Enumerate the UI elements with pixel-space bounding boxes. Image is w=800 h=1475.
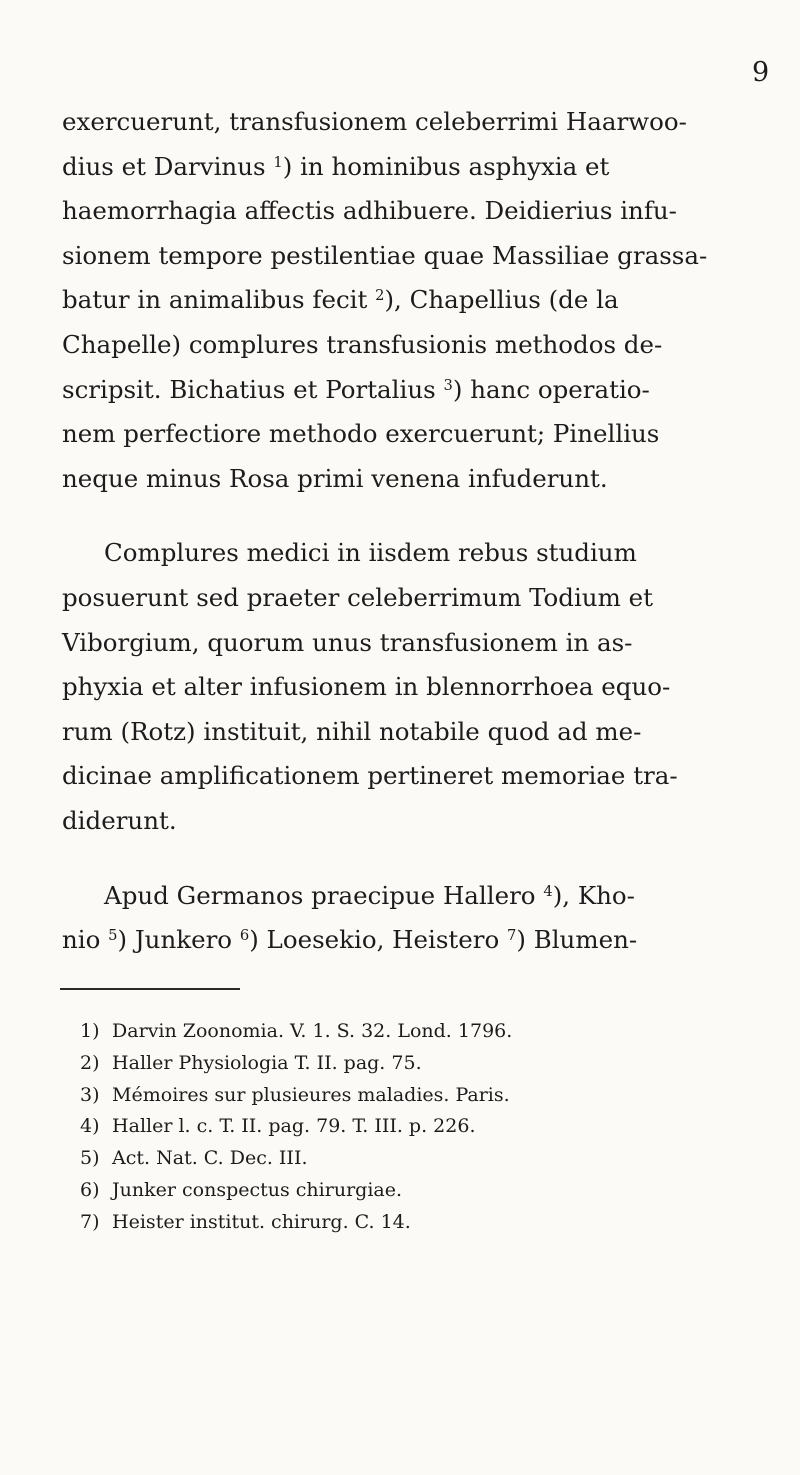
footnote-ref: 4 (543, 882, 553, 900)
text-line: nem perfectiore methodo exercuerunt; Pinellius (62, 419, 660, 449)
footnote-ref: 1 (273, 153, 283, 171)
footnote-ref: 3 (443, 376, 453, 394)
footnote-separator (60, 988, 240, 990)
footnote: 1) Darvin Zoonomia. V. 1. S. 32. Lond. 1796. (80, 1020, 513, 1042)
footnote: 7) Heister institut. chirurg. C. 14. (80, 1210, 411, 1233)
text-line: nio $^5$) Junkero $^6$) Loesekio, Heistero $^7$) Blumen- (62, 925, 638, 955)
text-line: Complures medici in iisdem rebus studium (104, 538, 637, 568)
text-line: Chapelle) complures transfusionis methodos de- (62, 329, 663, 359)
text-line: posuerunt sed praeter celeberrimum Todium et (62, 582, 653, 612)
text-line: dicinae amplificationem pertineret memoriae tra- (62, 761, 678, 791)
footnote-ref: 7 (507, 927, 517, 945)
footnote-ref: 6 (239, 927, 250, 945)
text-line: rum (Rotz) instituit, nihil notabile quod ad me- (62, 716, 642, 746)
footnote: 3) Mémoires sur plusieures maladies. Paris. (80, 1083, 510, 1106)
text-line: Apud Germanos praecipue Hallero $^4$), Kho- (104, 880, 635, 910)
footnote: 2) Haller Physiologia T. II. pag. 75. (80, 1051, 422, 1074)
text-line: sionem tempore pestilentiae quae Massiliae grassa- (62, 240, 708, 270)
page-number: 9 (752, 57, 770, 88)
text-line: phyxia et alter infusionem in blennorrhoea equo- (62, 672, 671, 702)
footnote-ref: 5 (108, 927, 118, 945)
text-line: exercuerunt, transfusionem celeberrimi Haarwoo- (62, 107, 687, 136)
footnote: 5) Act. Nat. C. Dec. III. (80, 1147, 308, 1170)
footnote: 4) Haller l. c. T. II. pag. 79. T. III. p. 226. (80, 1115, 476, 1138)
text-line: batur in animalibus fecit $^2$), Chapellius (de la (62, 285, 619, 315)
footnote-ref: 2 (375, 287, 385, 305)
text-line: dius et Darvinus $^1$) in hominibus asphyxia et (62, 151, 610, 181)
text-line: Viborgium, quorum unus transfusionem in as- (62, 627, 633, 657)
text-line: haemorrhagia affectis adhibuere. Deidierius infu- (62, 196, 677, 226)
text-line: scripsit. Bichatius et Portalius $^3$) hanc operatio- (62, 374, 650, 404)
text-line: diderunt. (62, 805, 177, 835)
text-line: neque minus Rosa primi venena infuderunt. (62, 463, 608, 493)
main-text (62, 100, 762, 963)
footnote: 6) Junker conspectus chirurgiae. (80, 1178, 403, 1201)
footnotes (80, 1016, 760, 1239)
